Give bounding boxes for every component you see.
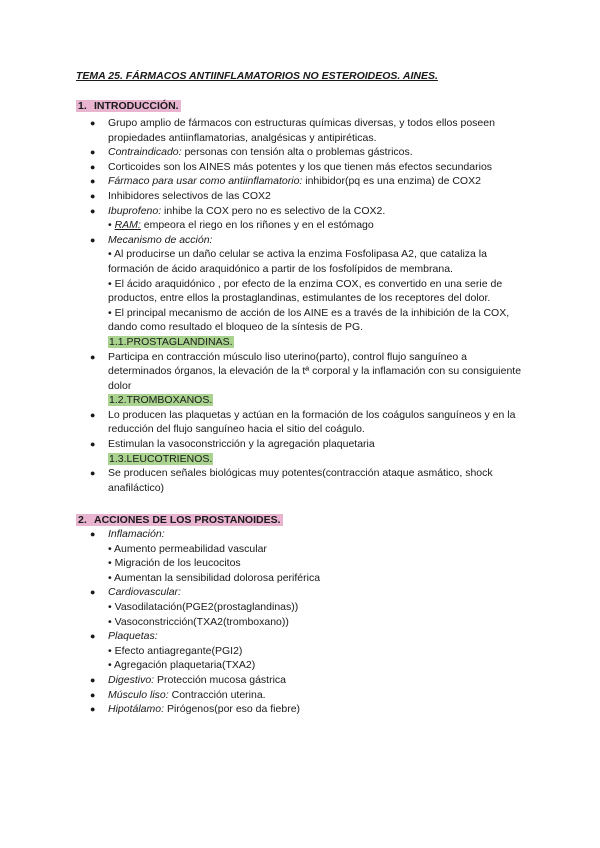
list-item: ● Mecanismo de acción:	[90, 233, 213, 246]
bullet-icon: ●	[90, 529, 96, 539]
bullet-icon: ●	[90, 409, 96, 420]
sub-item: • Vasoconstricción(TXA2(tromboxano))	[108, 615, 289, 628]
section-title: INTRODUCCIÓN.	[94, 100, 179, 112]
bullet-icon: ●	[90, 587, 96, 598]
section-2-content	[76, 527, 522, 717]
document-title: TEMA 25. FÁRMACOS ANTIINFLAMATORIOS NO ESTEROIDEOS. AINES.	[76, 70, 438, 82]
list-item: ● Inflamación:	[90, 528, 165, 540]
bullet-icon: ●	[90, 439, 96, 450]
list-item: ● Cardiovascular:	[90, 586, 181, 599]
section-2-heading	[76, 514, 283, 526]
list-item: ● Estimulan la vasoconstricción y la agregación plaquetaria	[90, 438, 375, 451]
subsection-heading: 1.3.LEUCOTRIENOS.	[109, 452, 213, 465]
bullet-icon: ●	[90, 147, 96, 158]
bullet-icon: ●	[90, 631, 96, 642]
bullet-icon: ●	[90, 468, 96, 479]
list-item: ● Ibuprofeno: inhibe la COX pero no es selectivo de la COX2.	[90, 204, 386, 217]
list-item: ● Corticoides son los AINES más potentes y los que tienen más efectos secundarios	[90, 160, 493, 173]
sub-item: • Migración de los leucocitos	[108, 557, 241, 570]
list-item: ● Lo producen las plaquetas y actúan en la formación de los coágulos sanguíneos y en la reducción del flujo sanguíneo hacia el sitio del coágulo.	[90, 408, 516, 436]
bullet-icon: ●	[90, 234, 96, 245]
sub-item: • Al producirse un daño celular se activa la enzima Fosfolipasa A2, que cataliza la formación de ácido araquidónico a partir de los fosfolípidos de membrana.	[108, 248, 487, 275]
sub-item: • Vasodilatación(PGE2(prostaglandinas))	[108, 600, 299, 613]
list-item: ● Participa en contracción músculo liso uterino(parto), control flujo sanguíneo a determinados órganos, la elevación de la tª corporal y la inflamación con su consiguiente dolor	[90, 350, 522, 392]
list-item: ● Plaquetas:	[90, 630, 158, 643]
list-item: ● Contraindicado: personas con tensión alta o problemas gástricos.	[90, 146, 413, 159]
bullet-icon: ●	[90, 190, 96, 201]
bullet-icon: ●	[90, 689, 96, 700]
sub-item: • Agregación plaquetaria(TXA2)	[108, 659, 256, 672]
section-number: 2.	[78, 514, 87, 526]
sub-item: • Aumentan la sensibilidad dolorosa periférica	[108, 571, 321, 584]
sub-item: • El ácido araquidónico , por efecto de la enzima COX, es convertido en una serie de productos, entre ellos la prostaglandinas, estimulantes de los receptores del dolor.	[108, 277, 503, 305]
bullet-icon: ●	[90, 161, 96, 172]
list-item: ● Se producen señales biológicas muy potentes(contracción ataque asmático, shock anafiláctico)	[90, 467, 493, 494]
bullet-icon: ●	[90, 205, 96, 216]
sub-item: • Efecto antiagregante(PGI2)	[108, 644, 243, 657]
list-item: ● Hipotálamo: Pirógenos(por eso da fiebre)	[90, 703, 301, 716]
subsection-heading: 1.2.TROMBOXANOS.	[109, 394, 213, 407]
sub-item: • RAM: empeora el riego en los riñones y en el estómago	[108, 219, 374, 232]
section-1-content	[76, 116, 522, 495]
bullet-icon: ●	[90, 704, 96, 715]
bullet-icon: ●	[90, 118, 96, 128]
bullet-icon: ●	[90, 351, 96, 362]
list-item: ● Digestivo: Protección mucosa gástrica	[90, 673, 287, 686]
subsection-heading: 1.1.PROSTAGLANDINAS.	[109, 335, 233, 348]
bullet-icon: ●	[90, 674, 96, 685]
sub-item: • El principal mecanismo de acción de los AINE es a través de la inhibición de la COX, dando como resultado el bloqueo de la síntesis de PG.	[108, 306, 510, 334]
section-number: 1.	[78, 100, 87, 112]
list-item: ● Fármaco para usar como antiinflamatorio: inhibidor(pq es una enzima) de COX2	[90, 175, 481, 188]
bullet-icon: ●	[90, 176, 96, 187]
section-1-heading	[76, 100, 181, 112]
list-item: ● Grupo amplio de fármacos con estructuras químicas diversas, y todos ellos poseen propiedades antiinflamatorias, analgésicas y antipiréticas.	[90, 117, 495, 144]
section-title: ACCIONES DE LOS PROSTANOIDES.	[94, 514, 281, 526]
sub-item: • Aumento permeabilidad vascular	[108, 542, 267, 555]
list-item: ● Músculo liso: Contracción uterina.	[90, 688, 266, 701]
list-item: ● Inhibidores selectivos de las COX2	[90, 189, 271, 202]
